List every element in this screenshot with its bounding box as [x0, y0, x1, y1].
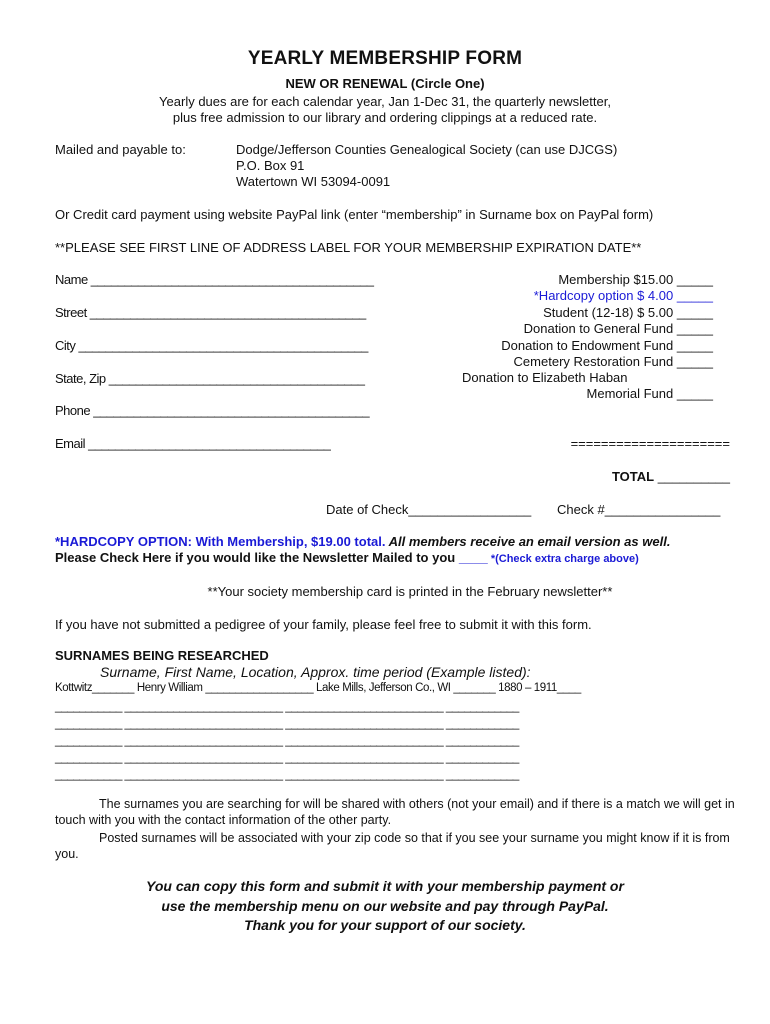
fee-haban-memorial[interactable]: Memorial Fund _____	[586, 386, 713, 401]
fee-cemetery-fund[interactable]: Cemetery Restoration Fund _____	[513, 354, 713, 369]
city-field[interactable]: City ___________________________________________	[55, 338, 368, 353]
sharing-paragraph-1: The surnames you are searching for will be shared with others (not your email) and if there is a match we will get in touch with you with the contact information of the other party.	[55, 797, 735, 827]
surname-row[interactable]: ___________ __________________________ __________________________ ____________	[55, 767, 519, 781]
sharing-paragraph-2: Posted surnames will be associated with your zip code so that if you see your surname you might know if it is from you.	[55, 831, 730, 861]
total-field[interactable]	[400, 469, 730, 484]
fee-haban-label: Donation to Elizabeth Haban	[462, 370, 628, 385]
closing-line-2: use the membership menu on our website and pay through PayPal.	[161, 898, 609, 914]
surname-row[interactable]: ___________ __________________________ __________________________ ____________	[55, 716, 519, 730]
mailing-address-line-1: Dodge/Jefferson Counties Genealogical Society (can use DJCGS)	[236, 142, 618, 157]
fee-student[interactable]: Student (12-18) $ 5.00 _____	[543, 305, 713, 320]
expiration-note: **PLEASE SEE FIRST LINE OF ADDRESS LABEL FOR YOUR MEMBERSHIP EXPIRATION DATE**	[55, 240, 642, 255]
check-number-field[interactable]: Check #________________	[557, 502, 721, 517]
newsletter-mail-label: Please Check Here if you would like the Newsletter Mailed to you	[55, 550, 459, 565]
fee-hardcopy-option[interactable]: *Hardcopy option $ 4.00 _____	[533, 288, 713, 303]
fee-general-fund[interactable]: Donation to General Fund _____	[523, 321, 713, 336]
intro-line-1: Yearly dues are for each calendar year, Jan 1-Dec 31, the quarterly newsletter,	[159, 94, 611, 109]
hardcopy-email-note: All members receive an email version as well.	[385, 534, 671, 549]
closing-line-3: Thank you for your support of our society.	[244, 917, 526, 933]
date-of-check-field[interactable]: Date of Check_________________	[326, 502, 532, 517]
newsletter-extra-charge-note: *(Check extra charge above)	[487, 553, 639, 565]
total-label: TOTAL	[611, 469, 655, 484]
email-field[interactable]: Email ____________________________________	[55, 436, 331, 451]
surname-example-row: Kottwitz_______ Henry William __________________ Lake Mills, Jefferson Co., WI _______ 1880 – 1911____	[55, 682, 581, 694]
name-field[interactable]: Name __________________________________________	[55, 272, 374, 287]
surname-row[interactable]: ___________ __________________________ __________________________ ____________	[55, 733, 519, 747]
surnames-format: Surname, First Name, Location, Approx. time period (Example listed):	[100, 664, 531, 680]
pedigree-note: If you have not submitted a pedigree of your family, please feel free to submit it with this form.	[55, 617, 592, 632]
surnames-heading: SURNAMES BEING RESEARCHED	[55, 648, 269, 663]
fee-separator: =====================	[570, 436, 730, 451]
card-note: **Your society membership card is printed in the February newsletter**	[207, 584, 613, 599]
street-field[interactable]: Street _________________________________________	[55, 305, 366, 320]
paypal-note: Or Credit card payment using website PayPal link (enter “membership” in Surname box on PayPal form)	[55, 207, 654, 222]
total-blank: __________	[654, 469, 730, 484]
fee-endowment-fund[interactable]: Donation to Endowment Fund _____	[501, 338, 713, 353]
phone-field[interactable]: Phone _________________________________________	[55, 403, 370, 418]
newsletter-mail-checkbox[interactable]: ____	[458, 550, 488, 565]
surname-row[interactable]: ___________ __________________________ __________________________ ____________	[55, 750, 519, 764]
fee-membership[interactable]: Membership $15.00 _____	[558, 272, 713, 287]
hardcopy-option-price: *HARDCOPY OPTION: With Membership, $19.00 total.	[55, 534, 386, 549]
closing-line-1: You can copy this form and submit it with your membership payment or	[146, 878, 624, 894]
mailing-address-line-3: Watertown WI 53094-0091	[236, 174, 391, 189]
mailing-address-line-2: P.O. Box 91	[236, 158, 305, 173]
form-title: YEARLY MEMBERSHIP FORM	[247, 48, 523, 69]
newsletter-mail-line	[55, 550, 639, 565]
intro-line-2: plus free admission to our library and ordering clippings at a reduced rate.	[172, 110, 598, 125]
state-zip-field[interactable]: State, Zip ______________________________________	[55, 371, 365, 386]
hardcopy-option-line	[55, 534, 670, 549]
surname-row[interactable]: ___________ __________________________ __________________________ ____________	[55, 699, 519, 713]
form-subtitle: NEW OR RENEWAL (Circle One)	[285, 76, 485, 91]
mailing-label: Mailed and payable to:	[55, 142, 186, 157]
